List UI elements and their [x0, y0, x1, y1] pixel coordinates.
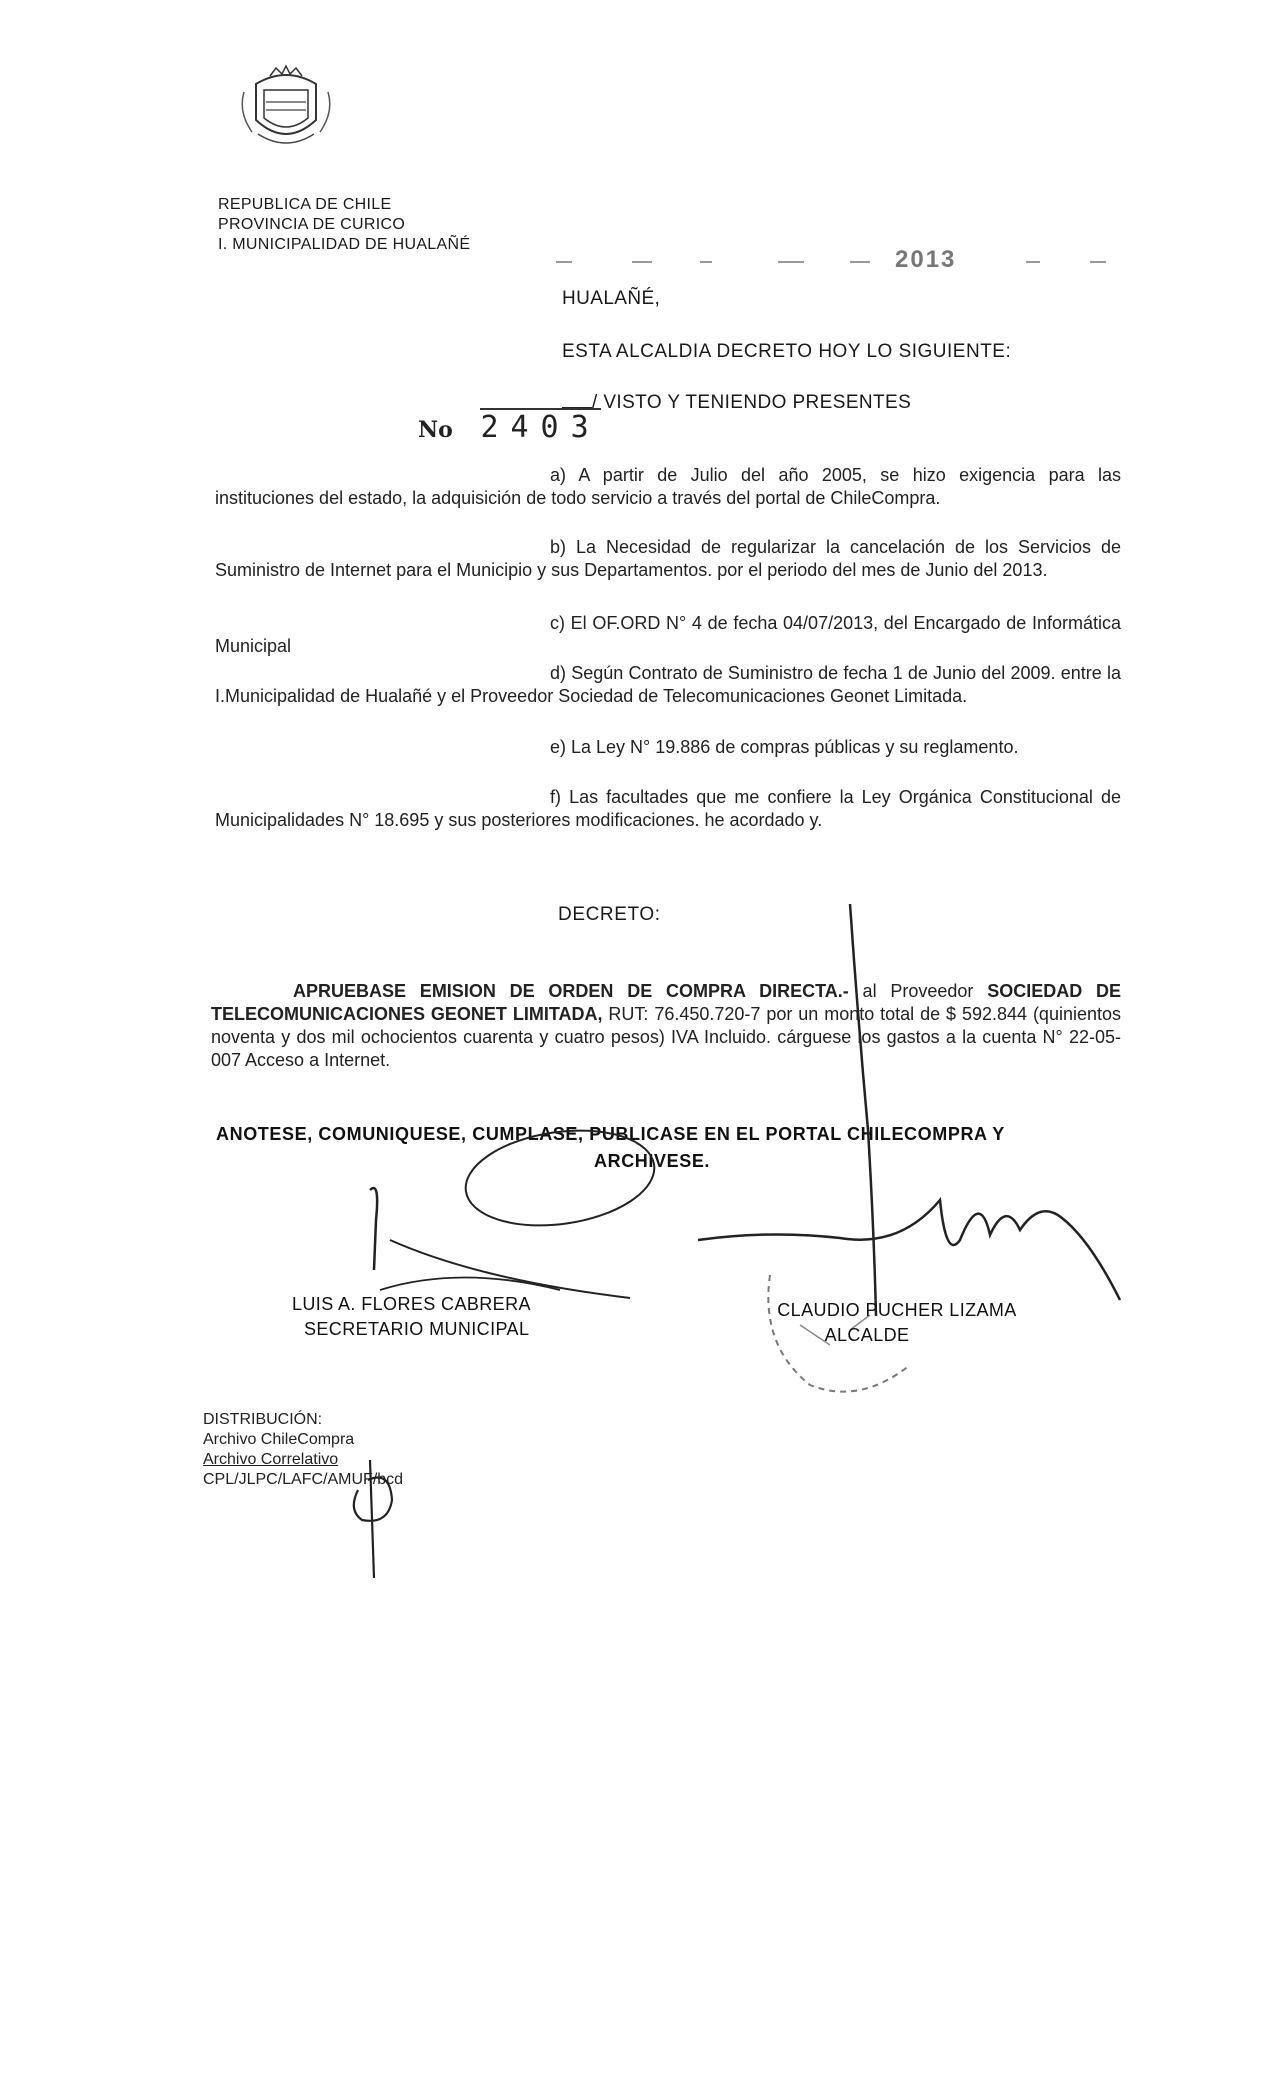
coat-of-arms-emblem — [236, 62, 336, 154]
considerando-d — [215, 662, 1121, 708]
considerando-f-text: f) Las facultades que me confiere la Ley Orgánica Constitucional de Municipalidades N° 18.695 y sus posteriores modificaciones. he acordado y. — [215, 787, 1121, 830]
distribution-item: CPL/JLPC/LAFC/AMUF/bcd — [203, 1471, 404, 1488]
visto-heading-text: / VISTO Y TENIENDO PRESENTES — [592, 392, 912, 413]
distribution-label: DISTRIBUCIÓN: — [203, 1411, 323, 1428]
place-label: HUALAÑÉ, — [562, 288, 661, 309]
considerando-a-text: a) A partir de Julio del año 2005, se hizo exigencia para las instituciones del estado, la adquisición de todo servicio a través del portal de ChileCompra. — [215, 465, 1121, 508]
signatory-left-title: SECRETARIO MUNICIPAL — [304, 1319, 530, 1339]
resolution-text-1: al Proveedor — [848, 981, 988, 1001]
visto-heading — [562, 392, 911, 414]
date-stamp-faint: 2013 — [895, 246, 957, 273]
closing-line-1: ANOTESE, COMUNIQUESE, CUMPLASE, PUBLICASE EN EL PORTAL CHILECOMPRA Y — [216, 1124, 1005, 1144]
signatory-right — [752, 1300, 1042, 1346]
signatory-right-title: ALCALDE — [824, 1325, 910, 1345]
considerando-c — [215, 612, 1121, 658]
header-line-province: PROVINCIA DE CURICO — [218, 216, 406, 233]
signatory-left-name: LUIS A. FLORES CABRERA — [292, 1294, 531, 1314]
considerando-b-text: b) La Necesidad de regularizar la cancelación de los Servicios de Suministro de Internet para el Municipio y sus Departamentos. por el periodo del mes de Junio del 2013. — [215, 537, 1121, 580]
signatory-left — [292, 1294, 531, 1340]
considerando-d-text: d) Según Contrato de Suministro de fecha 1 de Junio del 2009. entre la I.Municipalidad de Hualañé y el Proveedor Sociedad de Telecomunicaciones Geonet Limitada. — [215, 663, 1121, 706]
distribution-item: Archivo Correlativo — [203, 1451, 339, 1468]
considerando-e-text: e) La Ley N° 19.886 de compras públicas y su reglamento. — [550, 737, 1019, 757]
signatory-right-name: CLAUDIO PUCHER LIZAMA — [777, 1300, 1017, 1320]
decree-heading: ESTA ALCALDIA DECRETO HOY LO SIGUIENTE: — [562, 341, 1012, 362]
header-line-municipality: I. MUNICIPALIDAD DE HUALAÑÉ — [218, 236, 471, 253]
decree-number — [418, 410, 601, 445]
resolution-text-2: RUT: 76.450.720-7 por un monto total de $ 592.844 (quinientos noventa y dos mil ochocientos cuarenta y cuatro pesos) IVA Incluido. cárguese los gastos a la cuenta N° 22-05-007 Acceso a Internet. — [211, 1004, 1121, 1070]
closing-line-2: ARCHIVESE. — [594, 1151, 711, 1171]
considerando-b — [215, 536, 1121, 582]
scan-dash-marks — [550, 256, 1110, 268]
header-line-republic: REPUBLICA DE CHILE — [218, 196, 392, 213]
letterhead — [218, 195, 470, 255]
distribution-item: Archivo ChileCompra — [203, 1431, 355, 1448]
considerando-e — [215, 736, 1121, 759]
decreto-label: DECRETO: — [558, 904, 661, 925]
considerando-f — [215, 786, 1121, 832]
handwritten-signature-left — [360, 1130, 660, 1320]
resolution-bold-1: APRUEBASE EMISION DE ORDEN DE COMPRA DIRECTA.- — [293, 981, 849, 1001]
considerando-c-text: c) El OF.ORD N° 4 de fecha 04/07/2013, del Encargado de Informática Municipal — [215, 613, 1121, 656]
resolution-bold-2: SOCIEDAD DE TELECOMUNICACIONES GEONET LIMITADA, — [211, 981, 1122, 1024]
decree-number-value: 2403 — [480, 410, 601, 445]
considerando-a — [215, 464, 1121, 510]
decree-number-label: No — [418, 417, 453, 443]
handwritten-initial-mark — [340, 1450, 410, 1580]
